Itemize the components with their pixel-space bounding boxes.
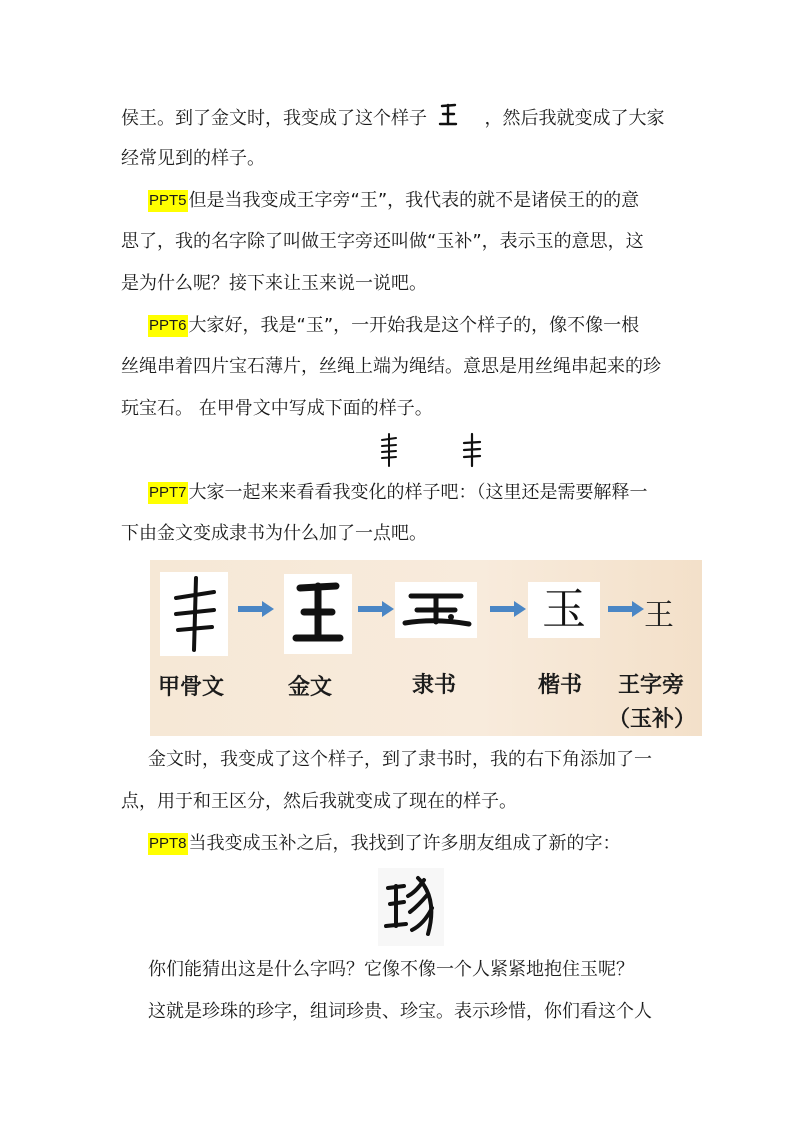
- text-line: [121, 147, 265, 171]
- oracle-label: 甲骨文: [158, 674, 225, 700]
- paragraph-text: 但是当我变成王字旁“王”，我代表的就不是诸侯王的的意: [188, 190, 640, 211]
- text-line: [121, 355, 661, 379]
- paragraph-text: 经常见到的样子。: [121, 148, 265, 169]
- bronze-label: 金文: [288, 674, 333, 700]
- radical-label: 王字旁: [618, 672, 685, 698]
- arrow-icon: [606, 600, 646, 618]
- zhen-seal-glyph: [378, 868, 444, 946]
- paragraph-text: ，然后我就变成了大家: [484, 108, 665, 129]
- text-line: [148, 832, 621, 856]
- clerical-stage-card: [395, 582, 477, 638]
- paragraph-text: 大家好，我是“玉”，一开始我是这个样子的，像不像一根: [188, 315, 640, 336]
- oracle-glyph-2: [459, 432, 485, 468]
- regular-stage-card: [528, 582, 600, 638]
- ppt-tag: PPT8: [148, 833, 188, 855]
- text-line: [148, 1000, 652, 1024]
- text-line: [121, 272, 427, 296]
- text-line: [148, 958, 634, 982]
- regular-glyph: 玉: [542, 584, 586, 635]
- text-line: [148, 748, 652, 772]
- bronze-stage-card: [284, 574, 352, 654]
- paragraph-text: 思了，我的名字除了叫做王字旁还叫做“玉补”，表示玉的意思，这: [121, 231, 644, 252]
- text-line: [121, 397, 433, 421]
- paragraph-text: 这就是珍珠的珍字，组词珍贵、珍宝。表示珍惜，你们看这个人: [148, 1001, 652, 1022]
- character-evolution-panel: [150, 560, 702, 736]
- text-line: [121, 790, 517, 814]
- regular-label: 楷书: [538, 672, 583, 698]
- ppt-tag: PPT7: [148, 482, 188, 504]
- paragraph-text: 是为什么呢？接下来让玉来说一说吧。: [121, 273, 427, 294]
- paragraph-text: 丝绳串着四片宝石薄片，丝绳上端为绳结。意思是用丝绳串起来的珍: [121, 356, 661, 377]
- ppt-tag: PPT6: [148, 315, 188, 337]
- paragraph-text: 金文时，我变成了这个样子，到了隶书时，我的右下角添加了一: [148, 749, 652, 770]
- paragraph-text: 侯王。到了金文时，我变成了这个样子: [121, 108, 427, 129]
- paragraph-text: 当我变成玉补之后，我找到了许多朋友组成了新的字：: [188, 833, 621, 854]
- arrow-icon: [356, 600, 396, 618]
- text-line: [148, 481, 648, 505]
- clerical-label: 隶书: [412, 672, 457, 698]
- text-line: [121, 522, 427, 546]
- oracle-glyph-1: [376, 432, 402, 468]
- jinwen-wang-glyph: [433, 100, 469, 130]
- radical-glyph: 王: [644, 598, 674, 633]
- arrow-icon: [236, 600, 276, 618]
- ppt-tag: PPT5: [148, 190, 188, 212]
- text-line: [121, 230, 644, 254]
- text-line: [148, 189, 639, 213]
- paragraph-text: 玩宝石。 在甲骨文中写成下面的样子。: [121, 398, 433, 419]
- oracle-stage-card: [160, 572, 228, 656]
- arrow-icon: [488, 600, 528, 618]
- text-line: [148, 314, 639, 338]
- radical-sublabel: （玉补）: [608, 706, 697, 732]
- paragraph-text: 下由金文变成隶书为什么加了一点吧。: [121, 523, 427, 544]
- paragraph-text: 点，用于和王区分，然后我就变成了现在的样子。: [121, 791, 517, 812]
- paragraph-text: 你们能猜出这是什么字吗？它像不像一个人紧紧地抱住玉呢？: [148, 959, 634, 980]
- paragraph-text: 大家一起来来看看我变化的样子吧：（这里还是需要解释一: [188, 482, 648, 503]
- text-line: [121, 107, 664, 131]
